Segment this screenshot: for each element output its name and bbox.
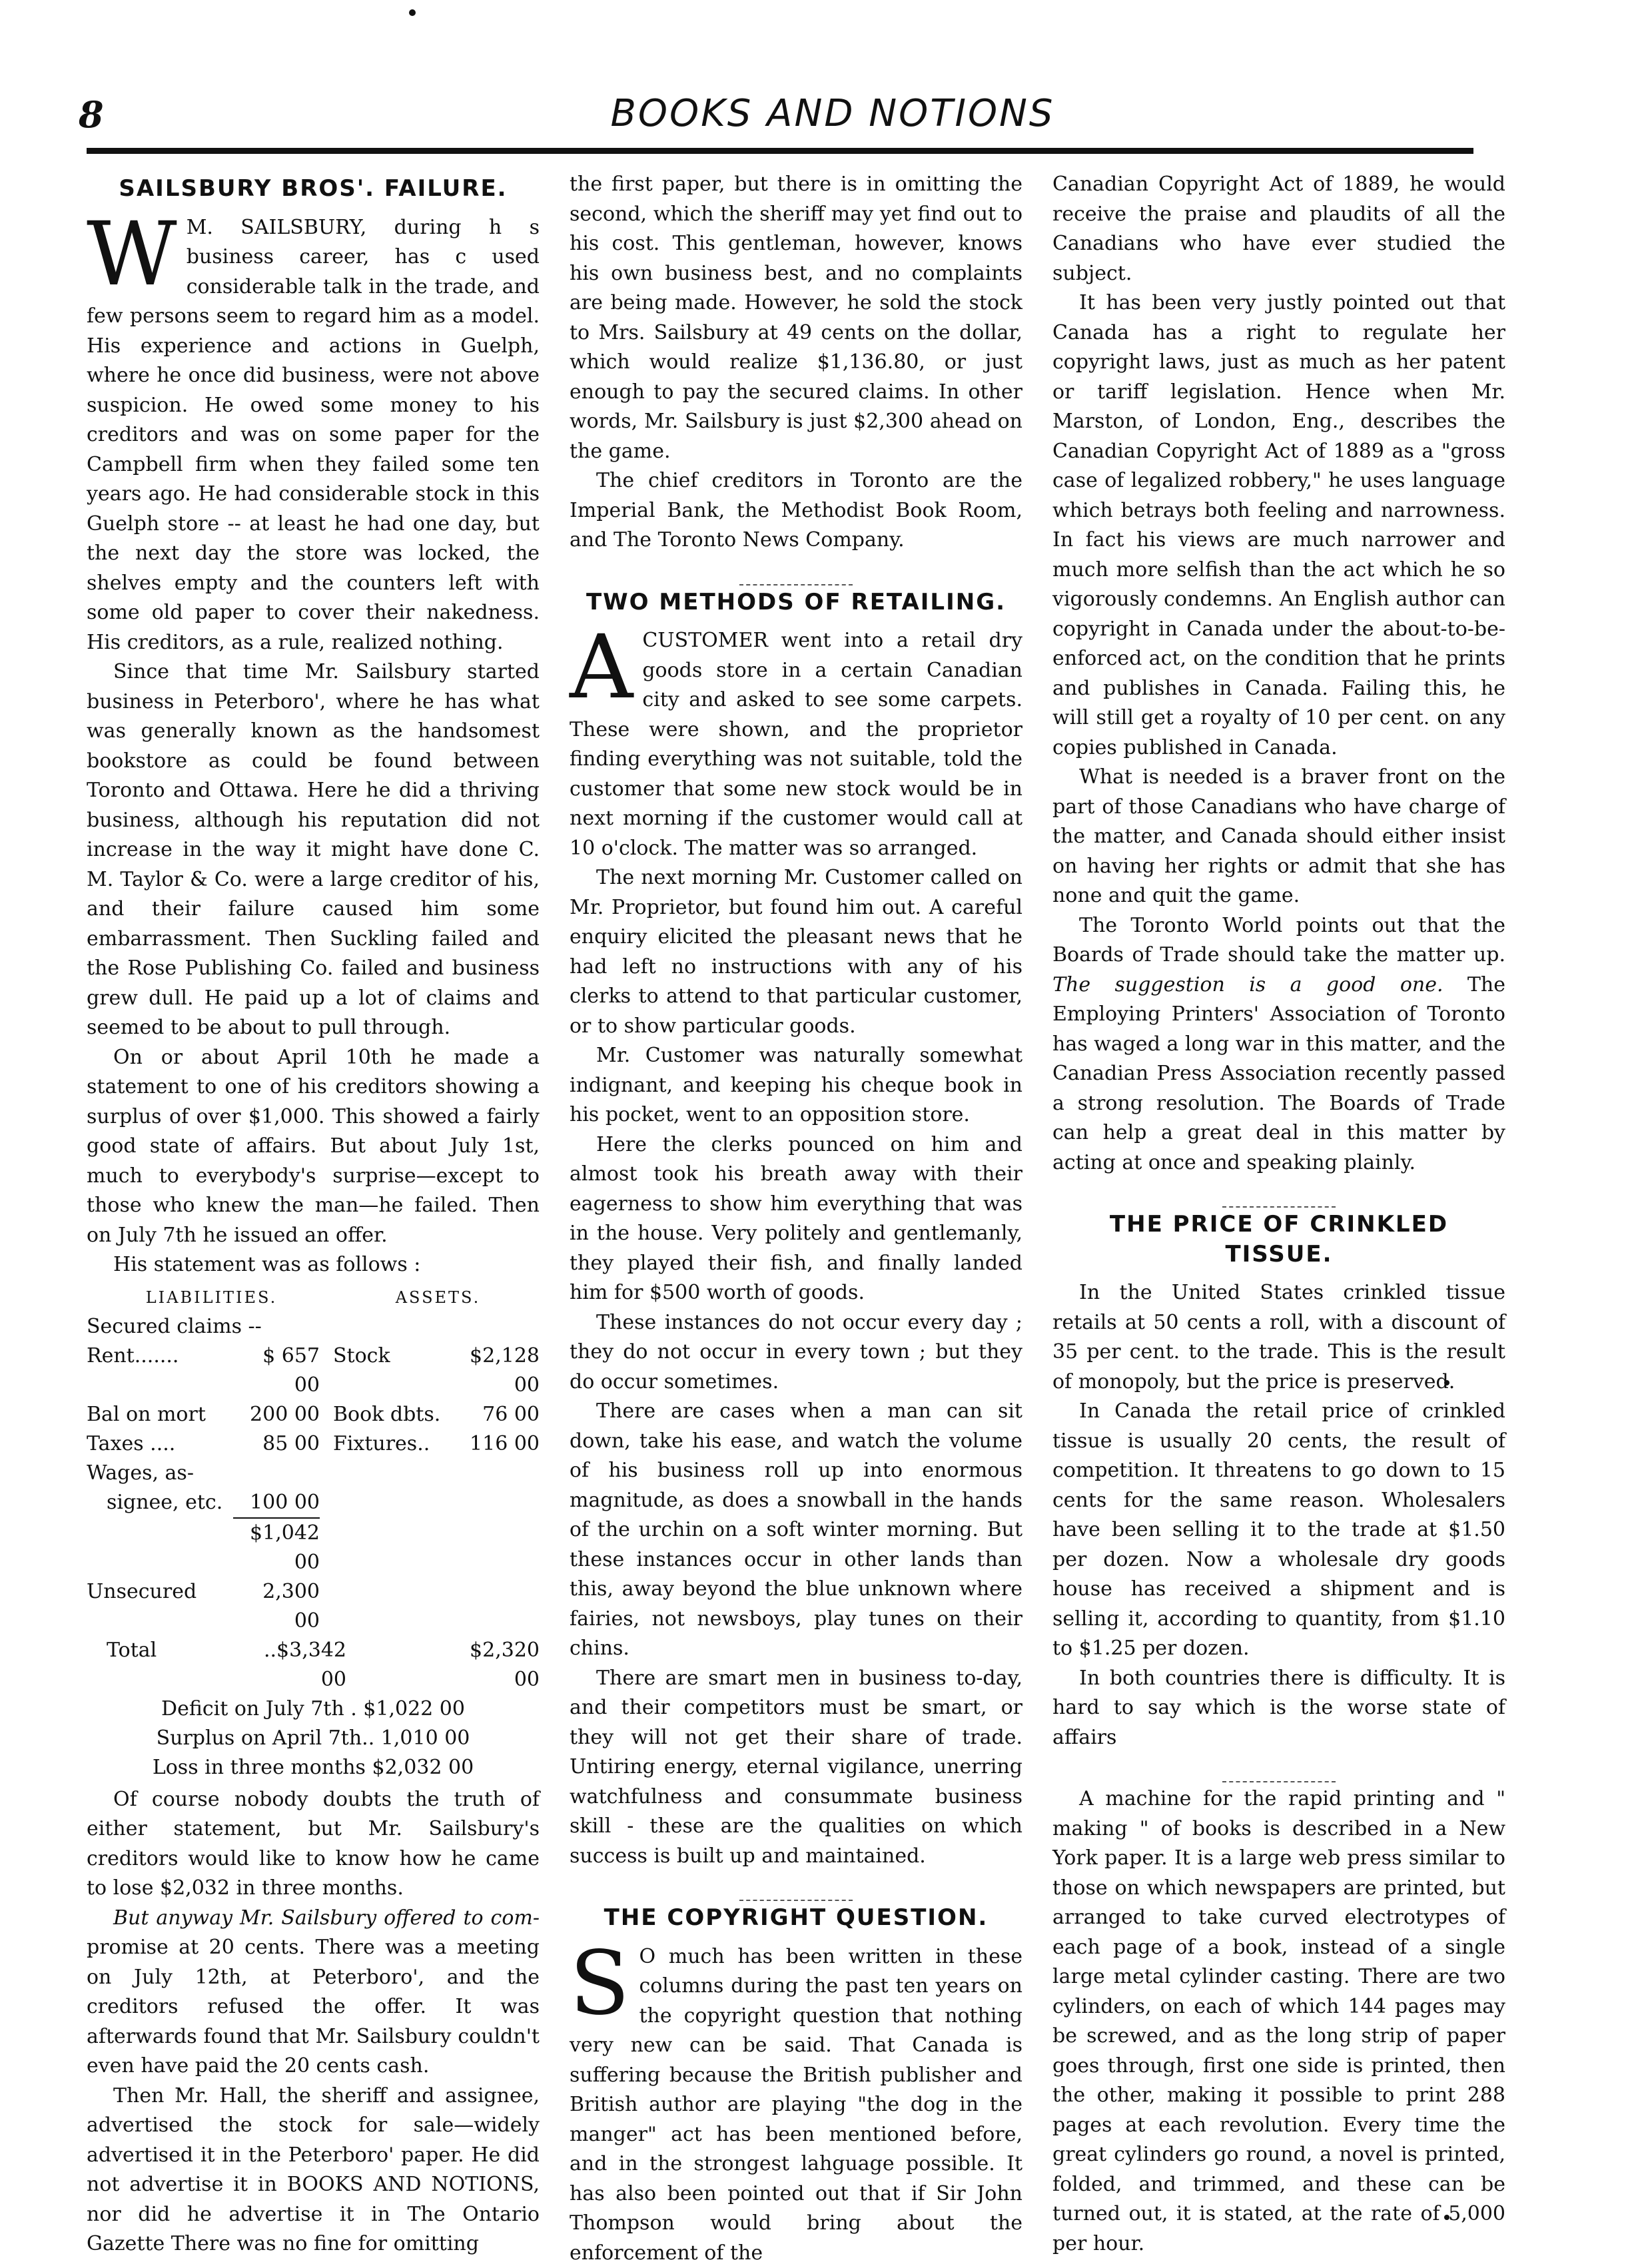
deficit-line: Deficit on July 7th . $1,022 00 <box>87 1695 540 1724</box>
total-row: Total ..$3,342 00 $2,320 00 <box>87 1636 540 1695</box>
article-paragraph: Then Mr. Hall, the sheriff and assignee, advertised the stock for sale—widely advertised it in the Peterboro' paper. He did not advertise it in BOOKS AND NOTIONS, nor did he advertise it in The Ontario Gazette There was no fine for omitting <box>87 2081 540 2259</box>
article-paragraph: ACUSTOMER went into a retail dry goods store in a certain Canadian city and asked to see some carpets. These were shown, and the proprietor finding everything was not suitable, told the customer that some new stock would be in next morning if the customer would call at 10 o'clock. The matter was so arranged. <box>570 626 1022 863</box>
liabilities-header: LIABILITIES. <box>146 1283 278 1312</box>
financial-statement-table <box>87 1283 540 1782</box>
article-paragraph: Of course nobody doubts the truth of either statement, but Mr. Sailsbury's creditors would like to know how he came to lose $2,032 in three months. <box>87 1785 540 1904</box>
publication-title: BOOKS AND NOTIONS <box>533 92 1132 135</box>
drop-cap: W <box>87 217 177 292</box>
surplus-line: Surplus on April 7th.. 1,010 00 <box>87 1724 540 1753</box>
table-row: Taxes .... 85 00 Fixtures.. 116 00 <box>87 1429 540 1459</box>
assets-header: ASSETS. <box>396 1283 481 1312</box>
column-1 <box>87 170 540 2259</box>
article-paragraph: There are cases when a man can sit down, take his ease, and watch the volume of his business roll up into enormous magnitude, as does a snowball in the hands of the urchin on a soft winter morning. But these instances occur in other lands than this, away beyond the blue unknown where fairies, not newsboys, play tunes on their chins. <box>570 1397 1022 1664</box>
section-divider <box>1052 1187 1505 1200</box>
article-paragraph: His statement was as follows : <box>87 1250 540 1280</box>
section-divider <box>1052 1762 1505 1775</box>
column-3 <box>1052 170 1505 2259</box>
article-paragraph: the first paper, but there is in omitting the second, which the sheriff may yet find out to his cost. This gentleman, however, knows his own business best, and no complaints are being made. However, he sold the stock to Mrs. Sailsbury at 49 cents on the dollar, which would realize $1,136.80, or just enough to pay the secured claims. In other words, Mr. Sailsbury is just $2,300 ahead on the game. <box>570 170 1022 466</box>
drop-cap: A <box>570 630 633 705</box>
article-paragraph: These instances do not occur every day ; they do not occur in every town ; but they do occur sometimes. <box>570 1308 1022 1397</box>
section-divider <box>570 565 1022 578</box>
print-speck <box>409 9 416 16</box>
loss-line: Loss in three months $2,032 00 <box>87 1753 540 1782</box>
article-heading: TWO METHODS OF RETAILING. <box>570 587 1022 617</box>
article-paragraph: A machine for the rapid printing and " making " of books is described in a New York paper. It is a large web press similar to those on which newspapers are printed, but arranged to take curved electrotypes of each page of a book, instead of a single large metal cylinder casting. There are two cylinders, on each of which 144 pages may be screwed, and as the long strip of paper goes through, first one side is printed, then the other, making it possible to print 288 pages at each revolution. Every time the great cylinders go round, a novel is printed, folded, and trimmed, and these can be turned out, it is stated, at the rate of 5,000 per hour. <box>1052 1784 1505 2259</box>
article-paragraph: Here the clerks pounced on him and almost took his breath away with their eagerness to show him everything that was in the house. Very politely and gentlemanly, they played their fish, and finally landed him for $500 worth of goods. <box>570 1130 1022 1308</box>
article-paragraph: The chief creditors in Toronto are the Imperial Bank, the Methodist Book Room, and The Toronto News Company. <box>570 466 1022 556</box>
article-heading: THE PRICE OF CRINKLED TISSUE. <box>1052 1210 1505 1269</box>
article-paragraph: Mr. Customer was naturally somewhat indignant, and keeping his cheque book in his pocket, went to an opposition store. <box>570 1041 1022 1130</box>
article-paragraph: Canadian Copyright Act of 1889, he would receive the praise and plaudits of all the Canadians who have ever studied the subject. <box>1052 170 1505 288</box>
article-paragraph: The Toronto World points out that the Boards of Trade should take the matter up. The suggestion is a good one. The Employing Printers' Association of Toronto has waged a long war in this matter, and the Canadian Press Association recently passed a strong resolution. The Boards of Trade can help a great deal in this matter by acting at once and speaking plainly. <box>1052 911 1505 1178</box>
article-paragraph: Since that time Mr. Sailsbury started business in Peterboro', where he has what was generally known as the handsomest bookstore as could be found between Toronto and Ottawa. Here he did a thriving business, although his reputation did not increase in the way it might have done C. M. Taylor & Co. were a large creditor of his, and their failure caused him some embarrassment. Then Suckling failed and the Rose Publishing Co. failed and business grew dull. He paid up a lot of claims and seemed to be about to pull through. <box>87 657 540 1043</box>
page-number: 8 <box>79 93 104 136</box>
drop-cap: S <box>570 1946 629 2021</box>
article-paragraph: The next morning Mr. Customer called on Mr. Proprietor, but found him out. A careful enquiry elicited the pleasant news that he had left no instructions with any of his clerks to attend to that particular customer, or to show particular goods. <box>570 863 1022 1041</box>
article-paragraph: In the United States crinkled tissue retails at 50 cents a roll, with a discount of 35 per cent. to the trade. This is the result of monopoly, but the price is preserved. <box>1052 1278 1505 1397</box>
unsecured-row: Unsecured 2,300 00 <box>87 1577 540 1636</box>
article-paragraph: In Canada the retail price of crinkled tissue is usually 20 cents, the result of competition. It threatens to go down to 15 cents for the same reason. Wholesalers have been selling it to the trade at $1.50 per dozen. Now a wholesale dry goods house has received a shipment and is selling it, according to quantity, from $1.10 to $1.25 per dozen. <box>1052 1397 1505 1664</box>
subtotal-row: $1,042 00 <box>87 1517 540 1577</box>
article-paragraph: On or about April 10th he made a statement to one of his creditors showing a surplus of over $1,000. This showed a fairly good state of affairs. But about July 1st, much to everybody's surprise—except to those who knew the man—he failed. Then on July 7th he issued an offer. <box>87 1043 540 1251</box>
article-paragraph: There are smart men in business to-day, and their competitors must be smart, or they will not get their share of trade. Untiring energy, eternal vigilance, unerring watchfulness and consummate business skill - these are the qualities on which success is built up and maintained. <box>570 1664 1022 1872</box>
article-paragraph: What is needed is a braver front on the part of those Canadians who have charge of the matter, and Canada should either insist on having her rights or admit that she has none and quit the game. <box>1052 763 1505 911</box>
article-paragraph: W M. SAILSBURY, during h s business career, has c used considerable talk in the trade, and few persons seem to regard him as a model. His experience and actions in Guelph, where he once did business, were not above suspicion. He owed some money to his creditors and was on some paper for the Campbell firm when they failed some ten years ago. He had considerable stock in this Guelph store -- at least he had one day, but the next day the store was locked, the shelves empty and the counters left with some old paper to cover their nakedness. His creditors, as a rule, realized nothing. <box>87 213 540 658</box>
column-2 <box>570 170 1022 2268</box>
table-row: Bal on mort 200 00 Book dbts. 76 00 <box>87 1400 540 1429</box>
article-paragraph: It has been very justly pointed out that Canada has a right to regulate her copyright laws, just as much as her patent or tariff legislation. Hence when Mr. Marston, of London, Eng., describes the Canadian Copyright Act of 1889 as a "gross case of legalized robbery," he uses language which betrays both feeling and narrowness. In fact his views are much narrower and much more selfish than the act which he so vigorously condemns. An English author can copyright in Canada under the about-to-be-enforced act, on the condition that he prints and publishes in Canada. Failing this, he will still get a royalty of 10 per cent. on any copies published in Canada. <box>1052 288 1505 763</box>
article-heading: THE COPYRIGHT QUESTION. <box>570 1903 1022 1933</box>
table-row: Rent....... $ 657 00 Stock $2,128 00 <box>87 1341 540 1400</box>
secured-claims-label: Secured claims -- <box>87 1312 540 1341</box>
section-divider <box>570 1880 1022 1894</box>
article-paragraph: In both countries there is difficulty. It is hard to say which is the worse state of affairs <box>1052 1664 1505 1753</box>
article-heading: SAILSBURY BROS'. FAILURE. <box>87 174 540 204</box>
article-paragraph: But anyway Mr. Sailsbury offered to com- promise at 20 cents. There was a meeting on July 12th, at Peterboro', and the creditors refused the offer. It was afterwards found that Mr. Sailsbury couldn't even have paid the 20 cents cash. <box>87 1904 540 2081</box>
table-row: signee, etc. 100 00 <box>87 1488 540 1517</box>
table-row: Wages, as- <box>87 1459 540 1488</box>
header-rule <box>87 148 1473 154</box>
article-paragraph: S O much has been written in these columns during the past ten years on the copyright question that nothing very new can be said. That Canada is suffering because the British publisher and British author are playing "the dog in the manger" act has been mentioned before, and in the strongest lahguage possible. It has also been pointed out that if Sir John Thompson would bring about the enforcement of the <box>570 1942 1022 2268</box>
